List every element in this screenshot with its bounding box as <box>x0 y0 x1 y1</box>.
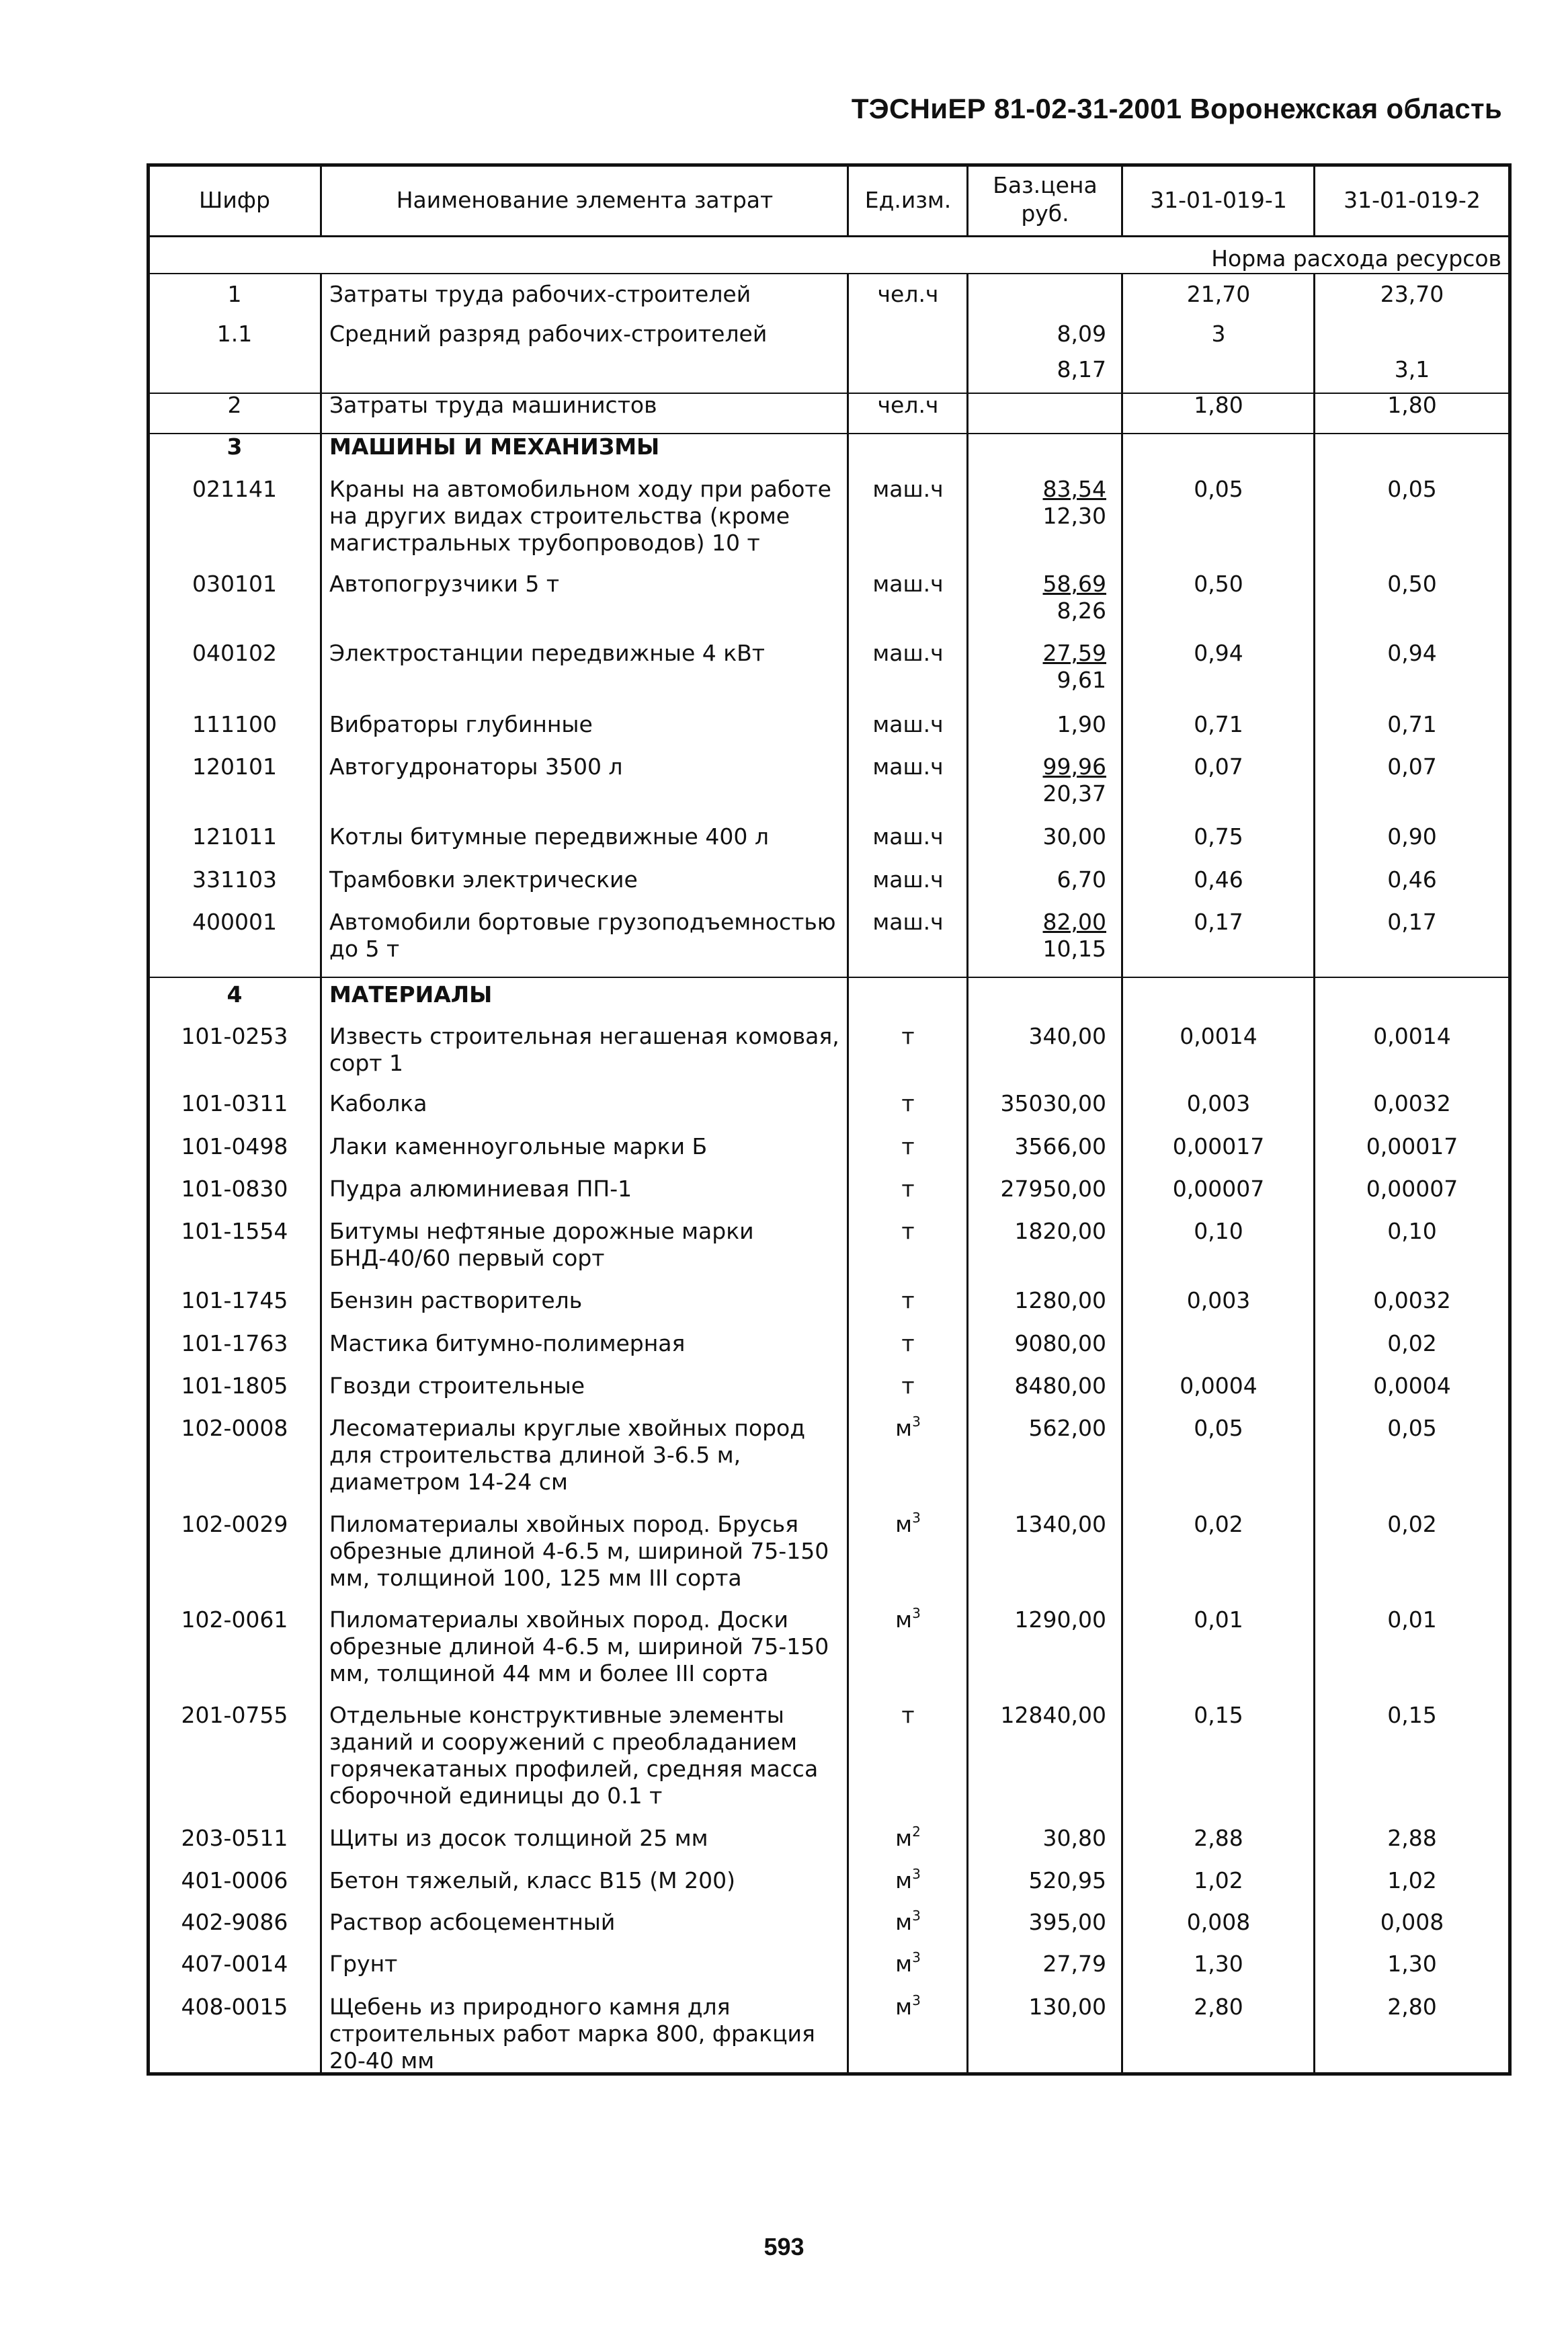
row-base-price-wages: 20,37 <box>1042 780 1106 807</box>
row-norm-31-01-019-2: 0,15 <box>1387 1702 1437 1728</box>
row-norm-31-01-019-1: 0,01 <box>1194 1606 1243 1633</box>
row-name: Бетон тяжелый, класс B15 (М 200) <box>329 1867 735 1893</box>
row-name: Грунт <box>329 1951 398 1977</box>
row-norm-31-01-019-1: 0,46 <box>1194 866 1243 893</box>
row-norm-31-01-019-1: 0,10 <box>1194 1218 1243 1244</box>
column-divider <box>320 273 322 2076</box>
row-unit-text: т <box>901 1287 915 1313</box>
row-unit <box>850 1415 966 1442</box>
column-divider <box>1313 273 1315 2076</box>
row-norm-31-01-019-2: 23,70 <box>1380 281 1444 307</box>
row-name: Каболка <box>329 1090 427 1116</box>
row-code: 101-0311 <box>181 1090 288 1116</box>
row-unit-text: т <box>901 1023 915 1049</box>
row-code: 101-1554 <box>181 1218 288 1244</box>
row-norm-31-01-019-1: 0,71 <box>1194 711 1243 737</box>
page-number: 593 <box>764 2233 804 2260</box>
column-divider <box>1313 163 1315 235</box>
row-norm-31-01-019-2: 0,90 <box>1387 823 1437 850</box>
row-norm-31-01-019-1: 0,0014 <box>1180 1023 1257 1049</box>
row-unit <box>850 476 966 503</box>
row-code: 111100 <box>192 711 277 737</box>
row-unit-text: т <box>901 1218 915 1244</box>
header-divider <box>147 235 1512 237</box>
row-name: Автопогрузчики 5 т <box>329 571 560 597</box>
row-unit <box>850 1023 966 1050</box>
row-unit-text: маш.ч <box>872 753 944 780</box>
row-norm-31-01-019-1: 0,003 <box>1186 1287 1251 1313</box>
row-code: 400001 <box>192 909 277 935</box>
row-unit <box>850 281 966 308</box>
row-unit-exponent: 3 <box>912 1414 921 1430</box>
row-name: Гвозди строительные <box>329 1373 585 1399</box>
row-norm-31-01-019-1: 1,80 <box>1194 392 1243 418</box>
row-unit-text: м <box>895 1994 913 2020</box>
row-norm-31-01-019-1: 0,15 <box>1194 1702 1243 1728</box>
row-norm-31-01-019-1: 0,008 <box>1186 1909 1251 1935</box>
row-norm-31-01-019-2: 0,01 <box>1387 1606 1437 1633</box>
row-base-price-wages: 10,15 <box>1042 936 1106 962</box>
row-unit <box>850 1511 966 1538</box>
column-header-name: Наименование элемента затрат <box>396 187 774 213</box>
column-divider <box>847 163 849 235</box>
row-norm-31-01-019-2: 0,05 <box>1387 1415 1437 1441</box>
row-unit-exponent: 3 <box>912 1605 921 1621</box>
row-code: 121011 <box>192 823 277 850</box>
row-code: 2 <box>227 392 242 418</box>
row-code: 120101 <box>192 753 277 780</box>
row-base-price: 8480,00 <box>1014 1373 1106 1399</box>
row-norm-31-01-019-2: 0,0014 <box>1373 1023 1451 1049</box>
row-unit <box>850 1287 966 1314</box>
row-unit <box>850 1133 966 1160</box>
row-unit-text: м <box>895 1606 913 1633</box>
row-unit-exponent: 2 <box>912 1824 921 1840</box>
row-code: 102-0061 <box>181 1606 288 1633</box>
row-unit-text: маш.ч <box>872 711 944 737</box>
row-code: 102-0029 <box>181 1511 288 1537</box>
row-norm-31-01-019-2: 0,0032 <box>1373 1090 1451 1116</box>
row-norm-31-01-019-2: 0,05 <box>1387 476 1437 502</box>
column-header-price-line2: руб. <box>1021 200 1069 227</box>
column-divider <box>320 163 322 235</box>
row-norm-31-01-019-2: 0,02 <box>1387 1511 1437 1537</box>
section-divider <box>147 977 1512 978</box>
row-base-price: 8,09 <box>1057 321 1106 347</box>
row-unit-exponent: 3 <box>912 1510 921 1526</box>
row-code: 101-1745 <box>181 1287 288 1313</box>
row-name: Пиломатериалы хвойных пород. Брусья обрезные длиной 4-6.5 м, шириной 75-150 мм, толщиной 100, 125 мм III сорта <box>329 1511 829 1591</box>
row-base-price: 30,00 <box>1042 823 1106 850</box>
row-norm-31-01-019-2: 0,07 <box>1387 753 1437 780</box>
row-base-price: 340,00 <box>1028 1023 1106 1049</box>
row-name: Затраты труда машинистов <box>329 392 657 418</box>
row-unit <box>850 1218 966 1245</box>
row-norm-31-01-019-1: 0,05 <box>1194 1415 1243 1441</box>
row-unit-text: т <box>901 1702 915 1728</box>
row-unit-text: т <box>901 1373 915 1399</box>
row-unit <box>850 1994 966 2020</box>
row-norm-31-01-019-2: 0,17 <box>1387 909 1437 935</box>
row-unit <box>850 571 966 598</box>
row-norm-31-01-019-2: 1,30 <box>1387 1951 1437 1977</box>
row-name: Отдельные конструктивные элементы зданий и сооружений с преобладанием горячекатаных профилей, средняя масса сборочной единицы до 0.1 т <box>329 1702 819 1809</box>
row-unit-text: чел.ч <box>877 392 939 418</box>
row-name: Лаки каменноугольные марки Б <box>329 1133 708 1159</box>
row-base-price: 395,00 <box>1028 1909 1106 1935</box>
row-unit <box>850 1702 966 1729</box>
column-header-31-01-019-1: 31-01-019-1 <box>1150 187 1287 213</box>
row-norm-31-01-019-1: 0,94 <box>1194 640 1243 666</box>
row-code: 401-0006 <box>181 1867 288 1893</box>
row-code: 4 <box>226 981 243 1008</box>
row-unit-text: м <box>895 1415 913 1441</box>
row-name: Мастика битумно-полимерная <box>329 1330 686 1356</box>
row-base-price: 58,69 <box>1042 571 1106 597</box>
row-base-price: 3566,00 <box>1014 1133 1106 1159</box>
row-code: 203-0511 <box>181 1825 288 1851</box>
row-name: Автомобили бортовые грузоподъемностью до 5 т <box>329 909 836 962</box>
row-base-price: 83,54 <box>1042 476 1106 502</box>
row-norm-31-01-019-2: 0,50 <box>1387 571 1437 597</box>
row-norm-31-01-019-2: 2,88 <box>1387 1825 1437 1851</box>
row-base-price-wages: 12,30 <box>1042 503 1106 529</box>
row-base-price: 8,17 <box>1057 356 1106 382</box>
row-norm-31-01-019-1: 1,30 <box>1194 1951 1243 1977</box>
row-unit-text: маш.ч <box>872 571 944 597</box>
row-unit-text: чел.ч <box>877 281 939 307</box>
caption-divider <box>147 273 1512 274</box>
row-norm-31-01-019-1: 0,0004 <box>1180 1373 1257 1399</box>
row-norm-31-01-019-2: 1,80 <box>1387 392 1437 418</box>
row-unit-text: т <box>901 1090 915 1116</box>
row-norm-31-01-019-1: 0,00007 <box>1172 1176 1265 1202</box>
row-code: 1.1 <box>216 321 253 347</box>
row-name: Известь строительная негашеная комовая, сорт 1 <box>329 1023 839 1076</box>
row-unit <box>850 1176 966 1202</box>
row-norm-31-01-019-2: 0,00017 <box>1366 1133 1458 1159</box>
row-name: Краны на автомобильном ходу при работе на других видах строительства (кроме магистральных трубопроводов) 10 т <box>329 476 831 556</box>
row-base-price: 562,00 <box>1028 1415 1106 1441</box>
row-code: 101-0253 <box>181 1023 288 1049</box>
row-norm-31-01-019-2: 1,02 <box>1387 1867 1437 1893</box>
row-base-price-wages: 9,61 <box>1057 667 1106 693</box>
row-name: Щиты из досок толщиной 25 мм <box>329 1825 708 1851</box>
row-norm-31-01-019-2: 0,71 <box>1387 711 1437 737</box>
row-name: Раствор асбоцементный <box>329 1909 616 1935</box>
row-code: 101-0830 <box>181 1176 288 1202</box>
column-divider <box>966 273 968 2076</box>
row-norm-31-01-019-2: 0,00007 <box>1366 1176 1458 1202</box>
row-base-price: 130,00 <box>1028 1994 1106 2020</box>
row-name: Вибраторы глубинные <box>329 711 593 737</box>
row-unit <box>850 1606 966 1633</box>
row-code: 201-0755 <box>181 1702 288 1728</box>
row-unit <box>850 909 966 936</box>
row-base-price: 1820,00 <box>1014 1218 1106 1244</box>
row-norm-31-01-019-2: 0,46 <box>1387 866 1437 893</box>
row-unit <box>850 1909 966 1936</box>
row-norm-31-01-019-2: 0,10 <box>1387 1218 1437 1244</box>
row-norm-31-01-019-1: 0,00017 <box>1172 1133 1265 1159</box>
row-code: 040102 <box>192 640 277 666</box>
row-unit-text: маш.ч <box>872 476 944 502</box>
row-norm-31-01-019-1: 0,07 <box>1194 753 1243 780</box>
row-norm-31-01-019-1: 0,02 <box>1194 1511 1243 1537</box>
row-unit-text: т <box>901 1330 915 1356</box>
row-norm-31-01-019-2: 3,1 <box>1394 356 1430 382</box>
row-norm-31-01-019-1: 0,17 <box>1194 909 1243 935</box>
row-code: 101-0498 <box>181 1133 288 1159</box>
row-unit <box>850 1330 966 1357</box>
row-base-price: 30,80 <box>1042 1825 1106 1851</box>
row-norm-31-01-019-2: 0,94 <box>1387 640 1437 666</box>
row-name: Трамбовки электрические <box>329 866 638 893</box>
row-unit-text: т <box>901 1133 915 1159</box>
row-base-price: 1280,00 <box>1014 1287 1106 1313</box>
row-norm-31-01-019-1: 0,003 <box>1186 1090 1251 1116</box>
row-unit <box>850 823 966 850</box>
row-unit-text: маш.ч <box>872 823 944 850</box>
row-name: Котлы битумные передвижные 400 л <box>329 823 769 850</box>
row-norm-31-01-019-2: 0,0004 <box>1373 1373 1451 1399</box>
row-code: 331103 <box>192 866 277 893</box>
column-divider <box>1121 163 1123 235</box>
row-name: Пудра алюминиевая ПП-1 <box>329 1176 632 1202</box>
row-unit-exponent: 3 <box>912 1866 921 1882</box>
column-header-code: Шифр <box>199 187 270 213</box>
row-unit-text: маш.ч <box>872 640 944 666</box>
row-code: 101-1763 <box>181 1330 288 1356</box>
row-base-price: 9080,00 <box>1014 1330 1106 1356</box>
row-name: Электростанции передвижные 4 кВт <box>329 640 766 666</box>
row-norm-31-01-019-2: 0,02 <box>1387 1330 1437 1356</box>
row-name: Битумы нефтяные дорожные марки БНД-40/60 первый сорт <box>329 1218 754 1271</box>
row-base-price: 82,00 <box>1042 909 1106 935</box>
row-norm-31-01-019-1: 2,88 <box>1194 1825 1243 1851</box>
row-code: 102-0008 <box>181 1415 288 1441</box>
row-name: Щебень из природного камня для строительных работ марка 800, фракция 20-40 мм <box>329 1994 815 2074</box>
row-unit-text: м <box>895 1951 913 1977</box>
column-header-31-01-019-2: 31-01-019-2 <box>1344 187 1481 213</box>
row-name: Средний разряд рабочих-строителей <box>329 321 768 347</box>
norm-caption: Норма расхода ресурсов <box>1211 245 1501 272</box>
page-header-title: ТЭСНиЕР 81-02-31-2001 Воронежская область <box>851 93 1502 124</box>
row-unit-exponent: 3 <box>912 1949 921 1965</box>
column-divider <box>966 163 968 235</box>
row-norm-31-01-019-1: 1,02 <box>1194 1867 1243 1893</box>
column-divider <box>1121 273 1123 2076</box>
row-code: 408-0015 <box>181 1994 288 2020</box>
row-name: МАТЕРИАЛЫ <box>329 981 493 1008</box>
row-unit-exponent: 3 <box>912 1992 921 2008</box>
row-base-price: 1,90 <box>1057 711 1106 737</box>
row-unit <box>850 1373 966 1399</box>
row-base-price: 27950,00 <box>1000 1176 1106 1202</box>
row-norm-31-01-019-2: 0,008 <box>1380 1909 1444 1935</box>
row-code: 407-0014 <box>181 1951 288 1977</box>
row-name: Автогудронаторы 3500 л <box>329 753 623 780</box>
row-unit-text: м <box>895 1511 913 1537</box>
row-unit-text: м <box>895 1909 913 1935</box>
row-norm-31-01-019-1: 21,70 <box>1186 281 1251 307</box>
row-norm-31-01-019-1: 0,50 <box>1194 571 1243 597</box>
row-unit <box>850 1825 966 1852</box>
row-base-price: 1340,00 <box>1014 1511 1106 1537</box>
row-base-price-wages: 8,26 <box>1057 598 1106 624</box>
row-base-price: 27,79 <box>1042 1951 1106 1977</box>
row-norm-31-01-019-1: 0,05 <box>1194 476 1243 502</box>
row-code: 402-9086 <box>181 1909 288 1935</box>
row-unit <box>850 1867 966 1894</box>
row-unit <box>850 753 966 780</box>
row-base-price: 99,96 <box>1042 753 1106 780</box>
row-norm-31-01-019-2: 2,80 <box>1387 1994 1437 2020</box>
row-norm-31-01-019-2: 0,0032 <box>1373 1287 1451 1313</box>
row-unit-text: маш.ч <box>872 909 944 935</box>
row-unit <box>850 392 966 419</box>
row-code: 101-1805 <box>181 1373 288 1399</box>
row-base-price: 6,70 <box>1057 866 1106 893</box>
row-unit-text: м <box>895 1867 913 1893</box>
row-base-price: 27,59 <box>1042 640 1106 666</box>
row-unit-exponent: 3 <box>912 1908 921 1924</box>
row-code: 021141 <box>192 476 277 502</box>
row-name: Бензин растворитель <box>329 1287 583 1313</box>
column-header-price-line1: Баз.цена <box>993 172 1098 198</box>
row-base-price: 35030,00 <box>1000 1090 1106 1116</box>
row-unit <box>850 711 966 738</box>
row-unit <box>850 1090 966 1117</box>
row-norm-31-01-019-1: 0,75 <box>1194 823 1243 850</box>
row-unit <box>850 866 966 893</box>
row-base-price: 1290,00 <box>1014 1606 1106 1633</box>
row-unit <box>850 1951 966 1977</box>
row-code: 030101 <box>192 571 277 597</box>
row-norm-31-01-019-1: 2,80 <box>1194 1994 1243 2020</box>
row-name: Пиломатериалы хвойных пород. Доски обрезные длиной 4-6.5 м, шириной 75-150 мм, толщиной 44 мм и более III сорта <box>329 1606 829 1686</box>
column-header-unit: Ед.изм. <box>864 187 952 213</box>
row-unit-text: м <box>895 1825 913 1851</box>
row-name: Лесоматериалы круглые хвойных пород для строительства длиной 3-6.5 м, диаметром 14-24 см <box>329 1415 806 1495</box>
row-name: МАШИНЫ И МЕХАНИЗМЫ <box>329 434 660 460</box>
row-unit <box>850 640 966 667</box>
row-code: 3 <box>226 434 243 460</box>
row-norm-31-01-019-1: 3 <box>1211 321 1226 347</box>
row-code: 1 <box>227 281 242 307</box>
row-base-price: 520,95 <box>1028 1867 1106 1893</box>
row-name: Затраты труда рабочих-строителей <box>329 281 751 307</box>
row-base-price: 12840,00 <box>1000 1702 1106 1728</box>
column-divider <box>847 273 849 2076</box>
row-unit-text: маш.ч <box>872 866 944 893</box>
row-unit-text: т <box>901 1176 915 1202</box>
